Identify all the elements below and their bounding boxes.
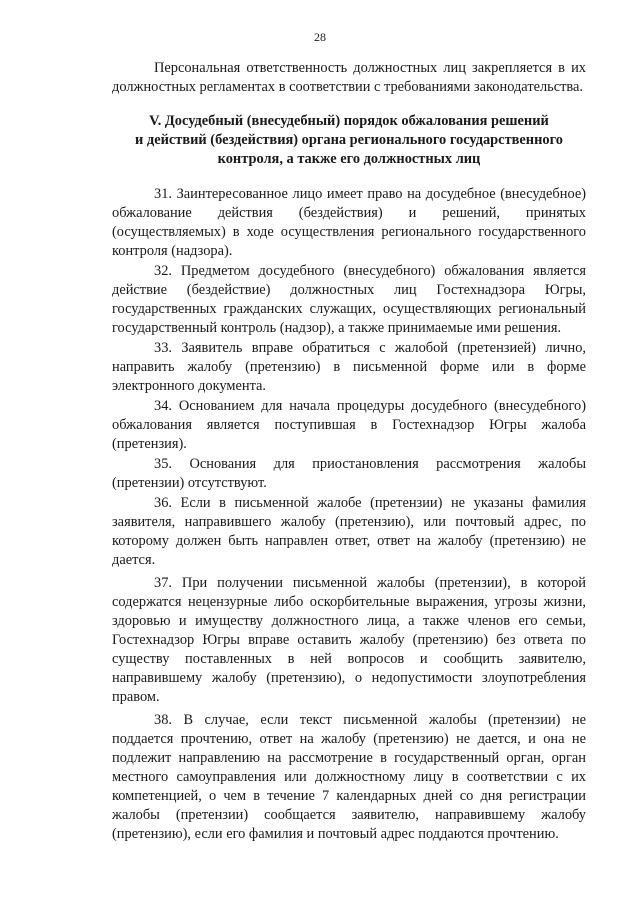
clause-36: 36. Если в письменной жалобе (претензии) не указаны фамилия заявителя, направившего жалобу (претензию), или почтовый адрес, по которому должен быть направлен ответ, ответ на жалобу (претензию) не дается. — [112, 495, 586, 568]
clause-37: 37. При получении письменной жалобы (претензии), в которой содержатся нецензурные либо оскорбительные выражения, угрозы жизни, здоровью и имуществу должностного лица, а также членов его семьи, Гостехнадзор Югры вправе оставить жалобу (претензию) без ответа по существу поставленных в ней вопросов и сообщить заявителю, направившему жалобу (претензию), о недопустимости злоупотребления правом. — [112, 575, 586, 705]
clause-33: 33. Заявитель вправе обратиться с жалобой (претензией) лично, направить жалобу (претензию) в письменной форме или в форме электронного документа. — [112, 340, 586, 394]
section-heading-line: контроля, а также его должностных лиц — [217, 151, 481, 167]
document-body — [112, 59, 586, 845]
clause-38: 38. В случае, если текст письменной жалобы (претензии) не поддается прочтению, ответ на жалобу (претензию) не дается, и она не подлежит направлению на рассмотрение в государственный орган, орган местного самоуправления или должностному лицу в соответствии с их компетенцией, о чем в течение 7 календарных дней со дня регистрации жалобы (претензии) сообщается заявителю, направившему жалобу (претензию), если его фамилия и почтовый адрес поддаются прочтению. — [112, 712, 586, 842]
section-heading-line: и действий (бездействия) органа регионального государственного — [135, 132, 563, 148]
page-number: 28 — [314, 30, 326, 44]
section-heading — [112, 112, 586, 169]
clause-35: 35. Основания для приостановления рассмотрения жалобы (претензии) отсутствуют. — [112, 456, 586, 491]
section-heading-line: V. Досудебный (внесудебный) порядок обжалования решений — [149, 113, 549, 129]
clause-31: 31. Заинтересованное лицо имеет право на досудебное (внесудебное) обжалование действия (бездействия) и решений, принятых (осуществляемых) в ходе осуществления регионального государственного контроля (надзора). — [112, 186, 586, 259]
clause-34: 34. Основанием для начала процедуры досудебного (внесудебного) обжалования является поступившая в Гостехнадзор Югры жалоба (претензия). — [112, 398, 586, 452]
clause-32: 32. Предметом досудебного (внесудебного) обжалования является действие (бездействие) должностных лиц Гостехнадзора Югры, государственных гражданских служащих, осуществляющих региональный государственный контроль (надзор), а также принимаемые ими решения. — [112, 263, 586, 336]
intro-paragraph: Персональная ответственность должностных лиц закрепляется в их должностных регламентах в соответствии с требованиями законодательства. — [112, 60, 586, 95]
